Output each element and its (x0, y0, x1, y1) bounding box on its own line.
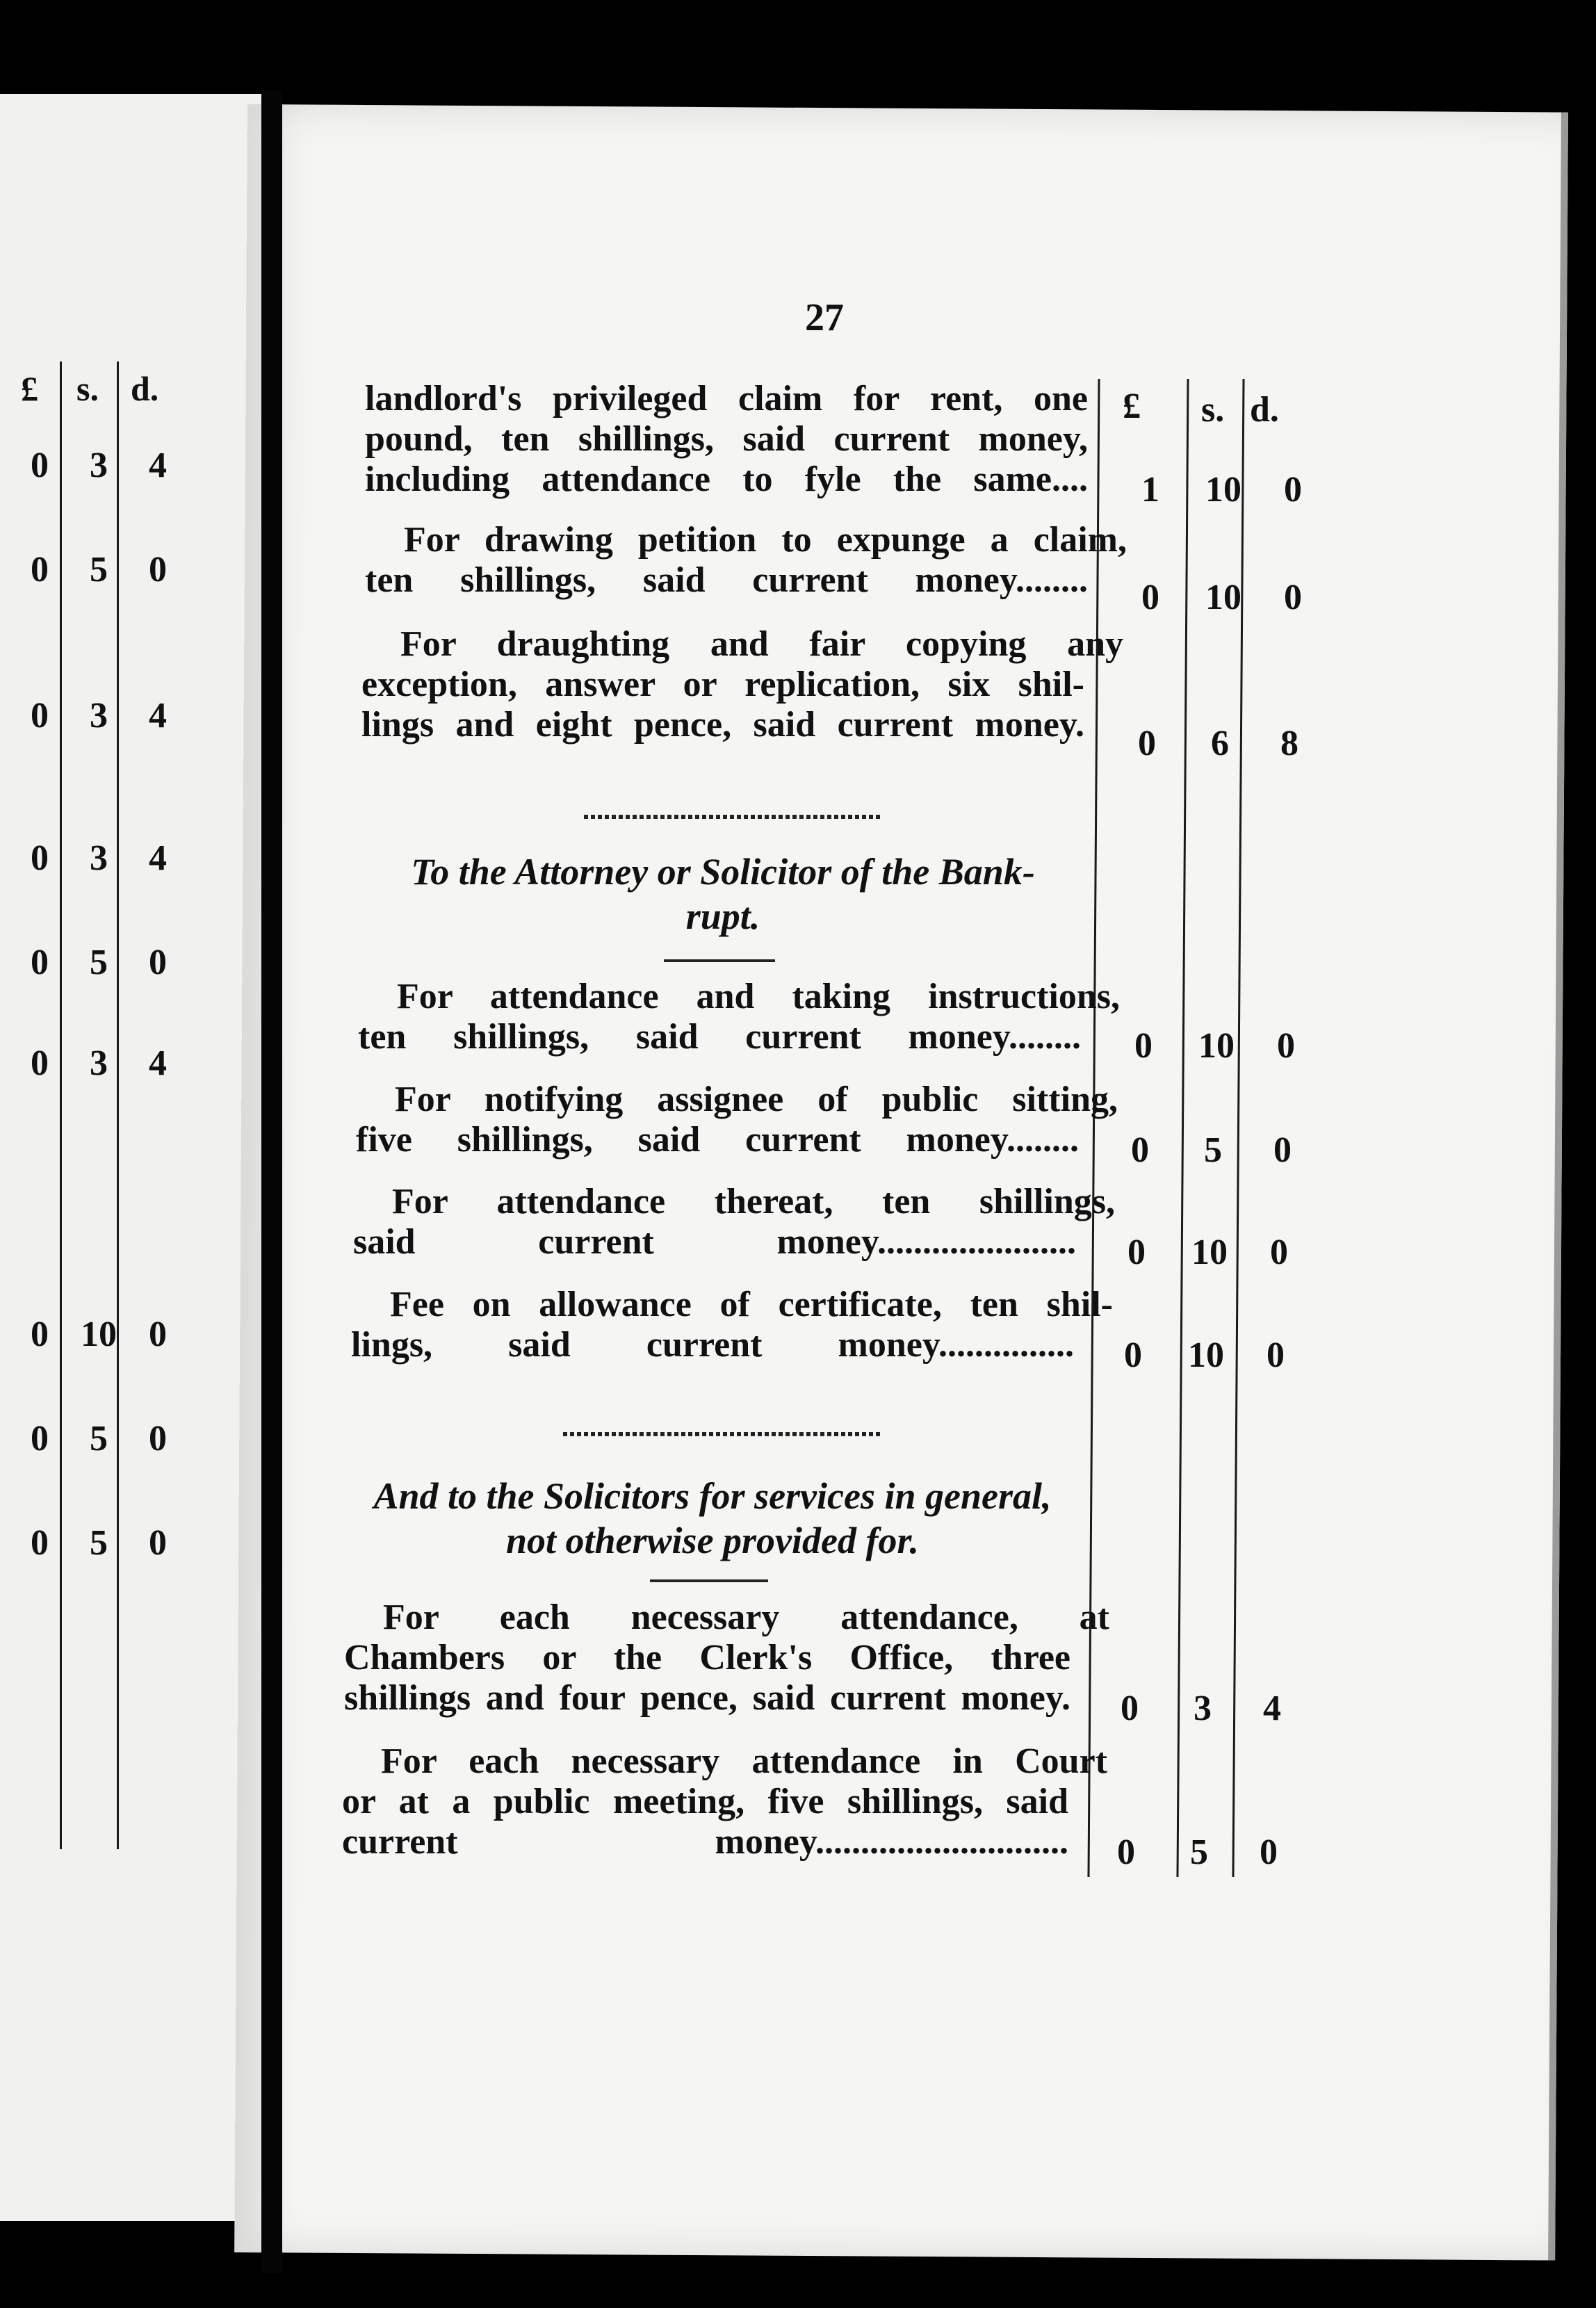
fee-amount: 0 5 0 (1131, 1130, 1292, 1170)
page-number: 27 (805, 296, 844, 339)
fee-entry: landlord's privileged claim for rent, one pound, ten shillings, said current money, including attendance to fyle the same.... (365, 379, 1088, 499)
fee-amount: 0 10 0 (1134, 1026, 1295, 1066)
left-row: 0 5 0 (31, 550, 167, 590)
heading-underline (650, 1579, 768, 1582)
ornamental-divider (584, 815, 883, 819)
fee-entry: For drawing petition to expunge a claim, (404, 520, 1127, 560)
fee-amount: 0 3 4 (1121, 1689, 1281, 1728)
fee-entry: For attendance thereat, ten shillings, (392, 1182, 1115, 1221)
fee-amount: 0 10 0 (1127, 1233, 1288, 1272)
fee-entry: For attendance and taking instructions, (397, 977, 1120, 1016)
fee-entry-continued: Chambers or the Clerk's Office, three shillings and four pence, said current money. (344, 1638, 1070, 1718)
left-header-shillings: s. (76, 369, 99, 408)
left-row: 0 5 0 (31, 943, 167, 982)
ornamental-divider (563, 1432, 883, 1436)
left-row: 0 10 0 (31, 1315, 167, 1354)
fee-entry: Fee on allowance of certificate, ten shil- (390, 1285, 1113, 1324)
fee-entry-continued: five shillings, said current money........ (356, 1120, 1079, 1160)
fee-entry-continued: said current money...................... (353, 1222, 1076, 1262)
fee-entry: For draughting and fair copying any (400, 624, 1123, 664)
left-row: 0 3 4 (31, 838, 167, 878)
left-header-pound: £ (21, 369, 38, 408)
heading-underline (664, 959, 775, 962)
fee-entry: For each necessary attendance in Court (381, 1741, 1107, 1781)
header-shillings: s. (1201, 390, 1225, 430)
left-row: 0 3 4 (31, 1043, 167, 1083)
book-gutter (261, 90, 282, 2273)
section-heading-attorney: To the Attorney or Solicitor of the Bank- rupt. (411, 851, 1035, 937)
left-row: 0 5 0 (31, 1419, 167, 1458)
header-pound: £ (1123, 387, 1141, 426)
fee-amount: 0 5 0 (1117, 1832, 1278, 1872)
fee-amount: 1 10 0 (1141, 470, 1302, 510)
fee-amount: 0 10 0 (1141, 578, 1302, 617)
fee-amount: 0 10 0 (1124, 1335, 1285, 1375)
section-heading-solicitors: And to the Solicitors for services in general, not otherwise provided for. (373, 1475, 1052, 1561)
left-header-pence: d. (131, 369, 159, 408)
left-row: 0 5 0 (31, 1523, 167, 1563)
left-row: 0 3 4 (31, 446, 167, 485)
fee-entry-continued: lings, said current money............... (351, 1325, 1074, 1365)
header-pence: d. (1250, 390, 1279, 430)
fee-amount: 0 6 8 (1138, 724, 1298, 763)
fee-entry-continued: ten shillings, said current money........ (358, 1017, 1081, 1057)
fee-entry-continued: ten shillings, said current money........ (365, 560, 1088, 600)
left-row: 0 3 4 (31, 696, 167, 736)
fee-entry: For each necessary attendance, at (383, 1598, 1109, 1637)
fee-entry-continued: or at a public meeting, five shillings, said current money............................ (342, 1782, 1068, 1862)
fee-entry: For notifying assignee of public sitting, (395, 1080, 1118, 1119)
fee-entry-continued: exception, answer or replication, six shil- lings and eight pence, said current money. (361, 665, 1084, 745)
left-page (0, 94, 266, 2221)
